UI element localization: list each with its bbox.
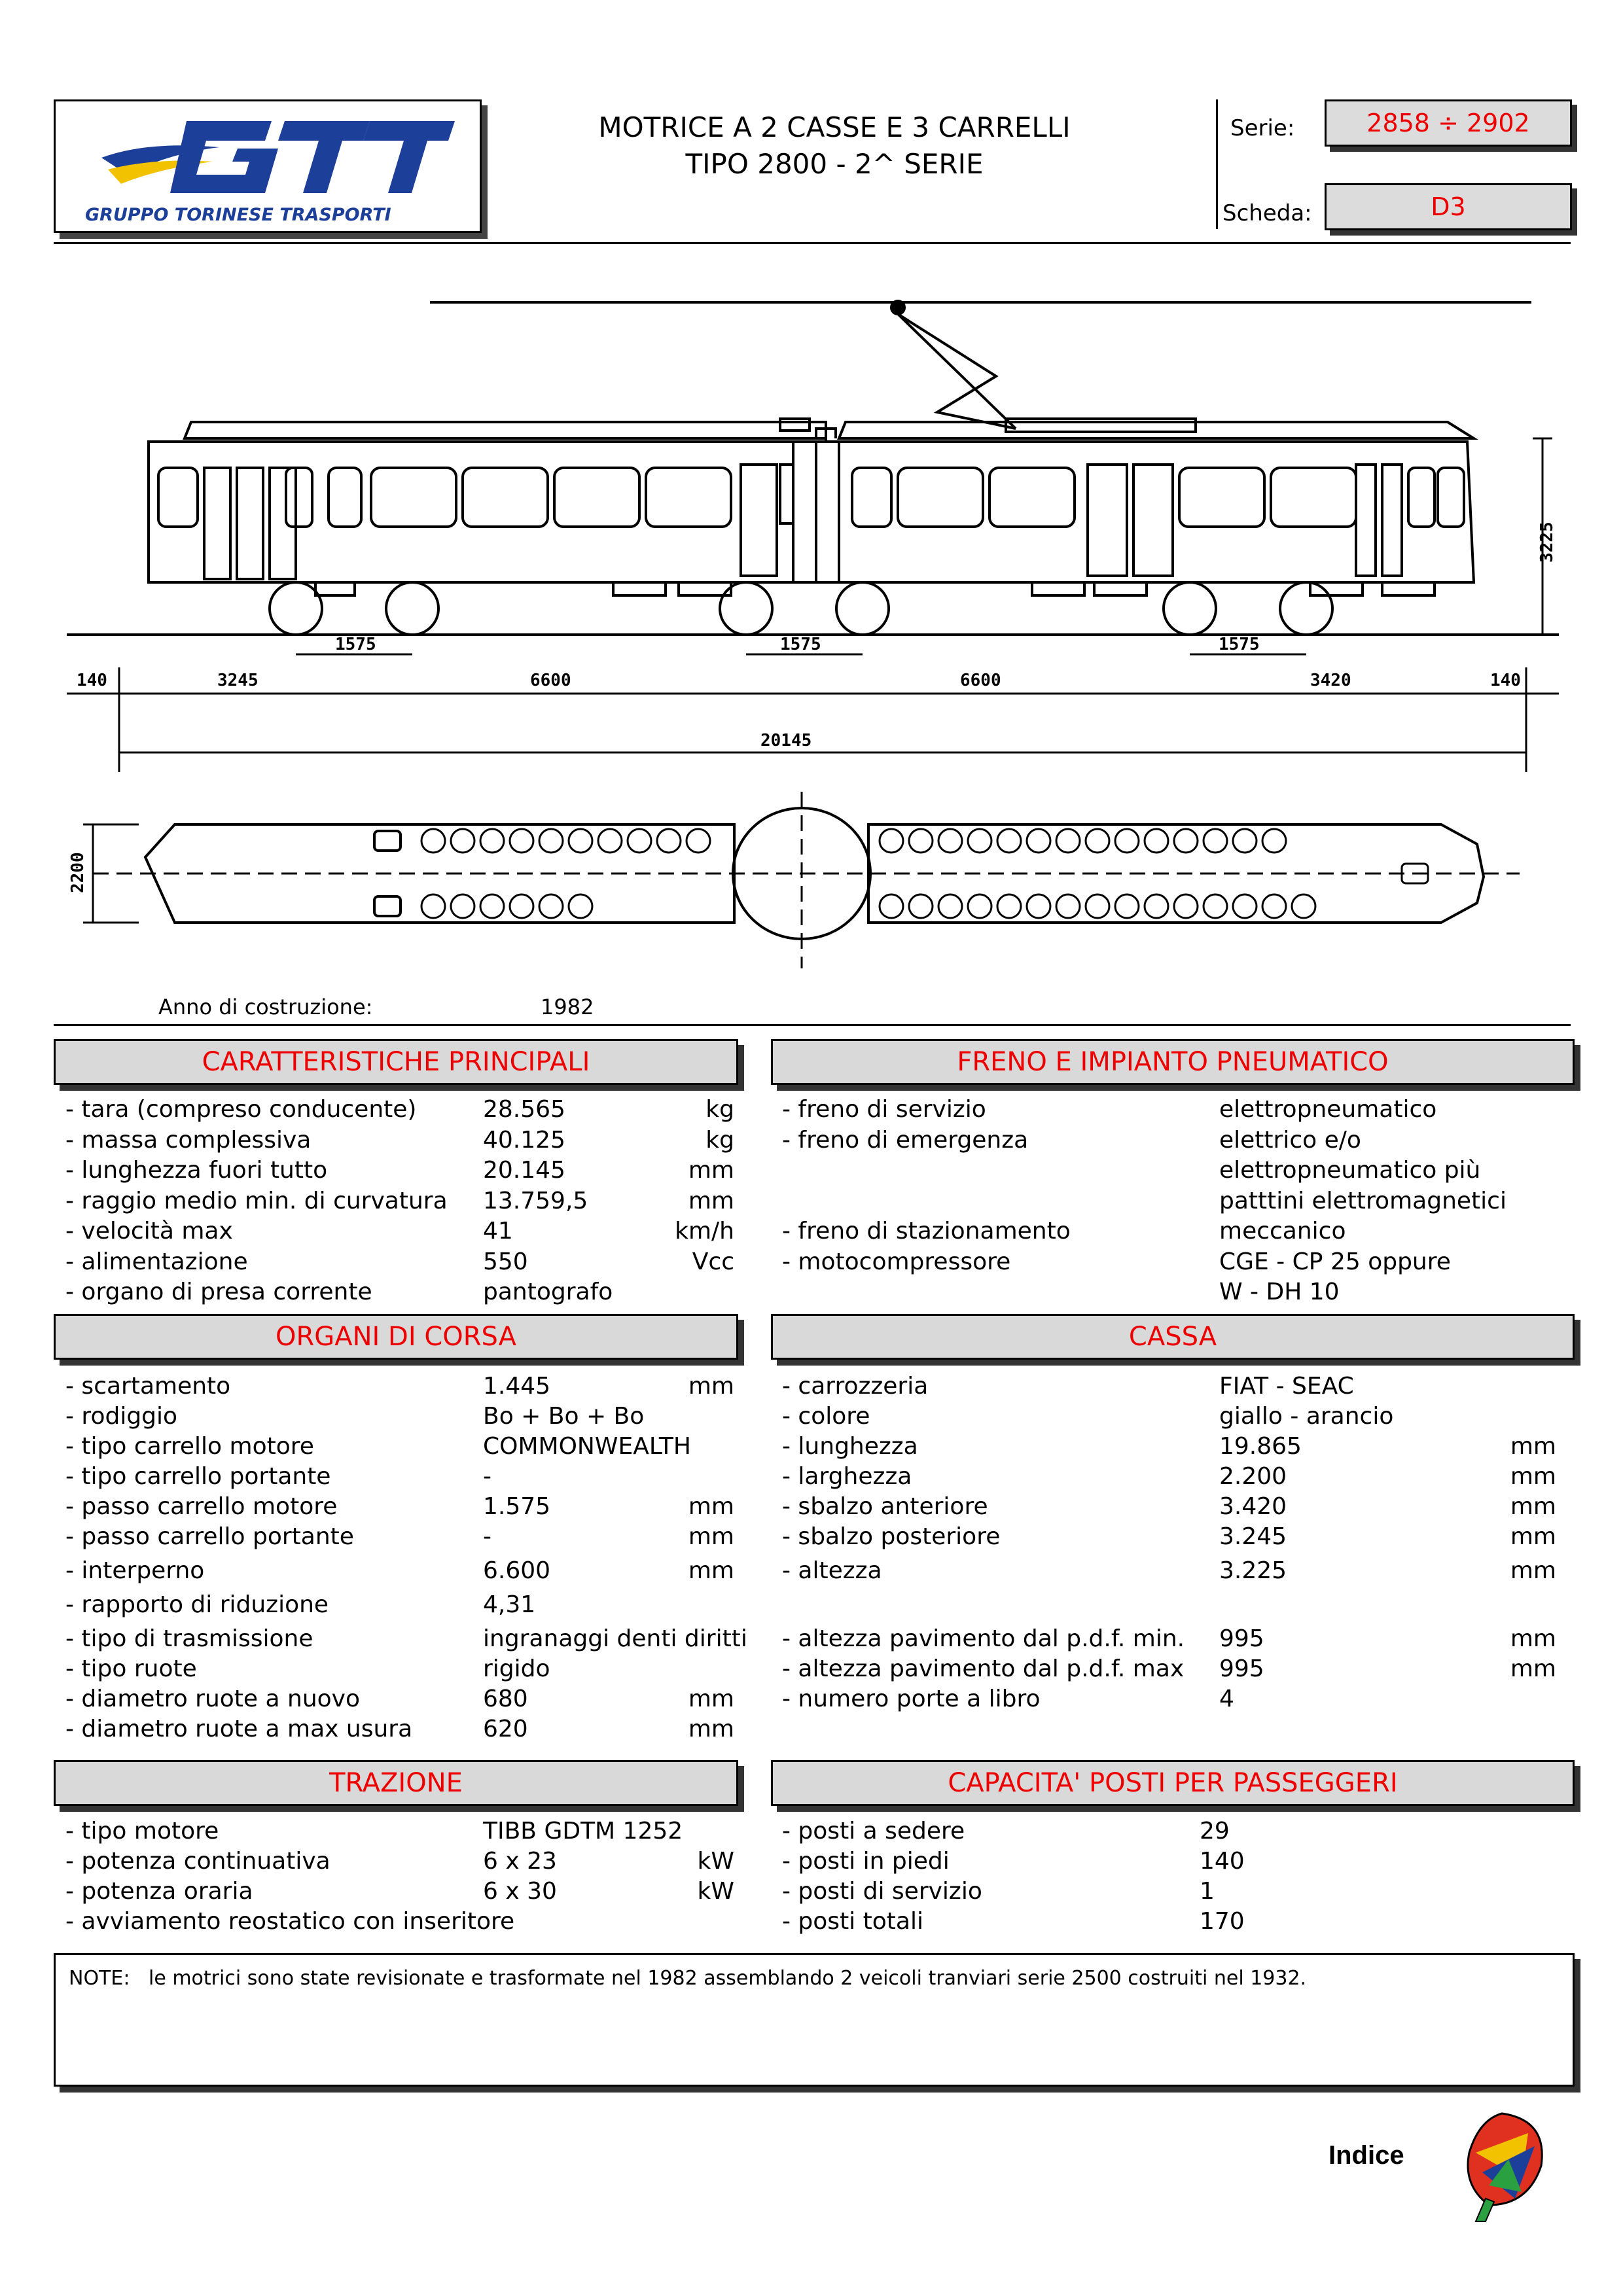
organi-row-key: - tipo ruote xyxy=(65,1655,197,1682)
capacita-row-value: 140 xyxy=(1200,1848,1245,1875)
title-line-1: MOTRICE A 2 CASSE E 3 CARRELLI xyxy=(598,111,1071,143)
cassa-row-unit: mm xyxy=(1510,1523,1556,1550)
caratteristiche-row-unit: mm xyxy=(688,1157,734,1184)
serie-value: 2858 ÷ 2902 xyxy=(1325,99,1572,147)
organi-row-value: - xyxy=(483,1523,491,1550)
scheda-label: Scheda: xyxy=(1222,200,1312,226)
trazione-row-value: TIBB GDTM 1252 xyxy=(483,1818,683,1845)
section-capacita-header: CAPACITA' POSTI PER PASSEGGERI xyxy=(771,1760,1575,1806)
organi-row-key: - passo carrello motore xyxy=(65,1493,338,1520)
cassa-row-value: 3.245 xyxy=(1219,1523,1287,1550)
cassa-row-value: 4 xyxy=(1219,1686,1234,1712)
cassa-row-unit: mm xyxy=(1510,1433,1556,1460)
capacita-row-key: - posti totali xyxy=(782,1908,923,1935)
note-text: le motrici sono state revisionate e trasformate nel 1982 assemblando 2 veicoli tranviari serie 2500 costruiti nel 1932. xyxy=(149,1967,1307,1990)
cassa-row-key: - altezza xyxy=(782,1557,882,1584)
cassa-row-value: FIAT - SEAC xyxy=(1219,1373,1354,1400)
cassa-row-unit: mm xyxy=(1510,1493,1556,1520)
caratteristiche-row-unit: mm xyxy=(688,1187,734,1214)
organi-row-key: - rapporto di riduzione xyxy=(65,1591,329,1618)
caratteristiche-row-key: - tara (compreso conducente) xyxy=(65,1096,417,1123)
organi-row-key: - scartamento xyxy=(65,1373,231,1400)
organi-row-key: - rodiggio xyxy=(65,1403,178,1430)
trazione-row-unit: kW xyxy=(697,1848,734,1875)
section-cassa-header: CASSA xyxy=(771,1314,1575,1360)
freno-row-value: elettropneumatico più xyxy=(1219,1157,1481,1184)
cassa-row-key: - carrozzeria xyxy=(782,1373,929,1400)
gtt-logo xyxy=(54,99,482,233)
cassa-row-value: giallo - arancio xyxy=(1219,1403,1394,1430)
caratteristiche-row-key: - raggio medio min. di curvatura xyxy=(65,1187,448,1214)
organi-row-value: 1.575 xyxy=(483,1493,551,1520)
organi-row-unit: mm xyxy=(688,1686,734,1712)
logo-subtitle: GRUPPO TORINESE TRASPORTI xyxy=(85,205,391,225)
section-organi-header: ORGANI DI CORSA xyxy=(54,1314,738,1360)
dim-interaxle-1: 6600 xyxy=(530,671,571,690)
freno-row-key: - motocompressore xyxy=(782,1248,1011,1275)
organi-row-value: 1.445 xyxy=(483,1373,551,1400)
title-line-2: TIPO 2800 - 2^ SERIE xyxy=(685,148,984,180)
cassa-row-unit: mm xyxy=(1510,1625,1556,1652)
trazione-row-value: 6 x 30 xyxy=(483,1878,557,1905)
freno-row-key: - freno di stazionamento xyxy=(782,1218,1071,1245)
organi-row-unit: mm xyxy=(688,1716,734,1742)
caratteristiche-row-key: - massa complessiva xyxy=(65,1126,312,1154)
organi-row-key: - passo carrello portante xyxy=(65,1523,354,1550)
cassa-row-key: - altezza pavimento dal p.d.f. max xyxy=(782,1655,1185,1682)
freno-row-key: - freno di servizio xyxy=(782,1096,986,1123)
year-rule xyxy=(54,1024,1571,1026)
trazione-row-value: 6 x 23 xyxy=(483,1848,557,1875)
caratteristiche-row-key: - organo di presa corrente xyxy=(65,1279,372,1305)
tram-drawing xyxy=(54,275,1571,981)
header-rule xyxy=(54,242,1571,244)
capacita-row-key: - posti a sedere xyxy=(782,1818,965,1845)
caratteristiche-row-key: - velocità max xyxy=(65,1218,233,1245)
organi-row-key: - tipo di trasmissione xyxy=(65,1625,313,1652)
freno-row-value: elettropneumatico xyxy=(1219,1096,1437,1123)
organi-row-value: 6.600 xyxy=(483,1557,551,1584)
organi-row-unit: mm xyxy=(688,1373,734,1400)
cassa-row-key: - numero porte a libro xyxy=(782,1686,1041,1712)
caratteristiche-row-value: 28.565 xyxy=(483,1096,565,1123)
caratteristiche-row-value: 41 xyxy=(483,1218,513,1245)
caratteristiche-row-value: 13.759,5 xyxy=(483,1187,588,1214)
organi-row-value: - xyxy=(483,1463,491,1490)
cassa-row-key: - larghezza xyxy=(782,1463,912,1490)
organi-row-unit: mm xyxy=(688,1557,734,1584)
capacita-row-key: - posti di servizio xyxy=(782,1878,982,1905)
dim-height: 3225 xyxy=(1537,521,1557,563)
caratteristiche-row-unit: kg xyxy=(705,1096,734,1123)
organi-row-value: COMMONWEALTH xyxy=(483,1433,691,1460)
freno-row-value: elettrico e/o xyxy=(1219,1126,1361,1154)
anno-value: 1982 xyxy=(541,995,594,1019)
cassa-row-unit: mm xyxy=(1510,1655,1556,1682)
note-label: NOTE: xyxy=(69,1967,130,1990)
capacita-row-key: - posti in piedi xyxy=(782,1848,950,1875)
organi-row-value: 680 xyxy=(483,1686,528,1712)
freno-row-value: patttini elettromagnetici xyxy=(1219,1187,1507,1214)
dim-width: 2200 xyxy=(68,852,88,893)
section-freno-header: FRENO E IMPIANTO PNEUMATICO xyxy=(771,1039,1575,1085)
indice-link[interactable]: Indice xyxy=(1329,2141,1404,2170)
dim-overhang-left: 140 xyxy=(77,671,107,690)
caratteristiche-row-value: 20.145 xyxy=(483,1157,565,1184)
note-box xyxy=(54,1953,1575,2087)
cassa-row-value: 995 xyxy=(1219,1625,1264,1652)
trazione-row-key: - potenza continuativa xyxy=(65,1848,330,1875)
organi-row-key: - diametro ruote a max usura xyxy=(65,1716,413,1742)
organi-row-key: - tipo carrello portante xyxy=(65,1463,331,1490)
cassa-row-value: 2.200 xyxy=(1219,1463,1287,1490)
caratteristiche-row-unit: Vcc xyxy=(692,1248,734,1275)
cassa-row-key: - sbalzo anteriore xyxy=(782,1493,988,1520)
section-trazione-header: TRAZIONE xyxy=(54,1760,738,1806)
serie-label: Serie: xyxy=(1230,115,1295,141)
caratteristiche-row-key: - lunghezza fuori tutto xyxy=(65,1157,328,1184)
dim-rear-overhang: 3420 xyxy=(1310,671,1351,690)
organi-row-value: rigido xyxy=(483,1655,550,1682)
dim-wheelbase-2: 1575 xyxy=(780,635,821,654)
caratteristiche-row-key: - alimentazione xyxy=(65,1248,248,1275)
dim-front-overhang: 3245 xyxy=(217,671,259,690)
organi-row-value: 4,31 xyxy=(483,1591,536,1618)
section-caratteristiche-header: CARATTERISTICHE PRINCIPALI xyxy=(54,1039,738,1085)
cassa-row-key: - colore xyxy=(782,1403,870,1430)
indice-icon[interactable] xyxy=(1450,2107,1554,2225)
organi-row-key: - tipo carrello motore xyxy=(65,1433,314,1460)
organi-row-value: ingranaggi denti diritti xyxy=(483,1625,747,1652)
freno-row-value: CGE - CP 25 oppure xyxy=(1219,1248,1451,1275)
cassa-row-value: 3.225 xyxy=(1219,1557,1287,1584)
cassa-row-value: 3.420 xyxy=(1219,1493,1287,1520)
caratteristiche-row-value: pantografo xyxy=(483,1279,613,1305)
cassa-row-unit: mm xyxy=(1510,1463,1556,1490)
freno-row-value: meccanico xyxy=(1219,1218,1346,1245)
trazione-row-key: - avviamento reostatico con inseritore xyxy=(65,1908,515,1935)
gtt-logo-mark xyxy=(56,101,480,231)
freno-row-key: - freno di emergenza xyxy=(782,1126,1029,1154)
cassa-row-value: 19.865 xyxy=(1219,1433,1302,1460)
organi-row-unit: mm xyxy=(688,1523,734,1550)
capacita-row-value: 29 xyxy=(1200,1818,1230,1845)
roof-right xyxy=(839,422,1474,438)
trazione-row-key: - potenza oraria xyxy=(65,1878,253,1905)
roof-left xyxy=(185,422,826,438)
trazione-row-key: - tipo motore xyxy=(65,1818,219,1845)
dim-overhang-right: 140 xyxy=(1490,671,1521,690)
anno-label: Anno di costruzione: xyxy=(158,995,373,1019)
cassa-row-key: - sbalzo posteriore xyxy=(782,1523,1001,1550)
cassa-row-unit: mm xyxy=(1510,1557,1556,1584)
dim-interaxle-2: 6600 xyxy=(960,671,1001,690)
dim-wheelbase-3: 1575 xyxy=(1219,635,1260,654)
cassa-row-value: 995 xyxy=(1219,1655,1264,1682)
header-divider xyxy=(1216,99,1218,229)
organi-row-key: - interperno xyxy=(65,1557,205,1584)
freno-row-value: W - DH 10 xyxy=(1219,1279,1340,1305)
cassa-row-key: - altezza pavimento dal p.d.f. min. xyxy=(782,1625,1185,1652)
scheda-value: D3 xyxy=(1325,183,1572,230)
organi-row-value: 620 xyxy=(483,1716,528,1742)
caratteristiche-row-value: 550 xyxy=(483,1248,528,1275)
capacita-row-value: 1 xyxy=(1200,1878,1215,1905)
caratteristiche-row-unit: kg xyxy=(705,1126,734,1154)
organi-row-value: Bo + Bo + Bo xyxy=(483,1403,645,1430)
dim-total-length: 20145 xyxy=(760,731,812,751)
trazione-row-unit: kW xyxy=(697,1878,734,1905)
dim-wheelbase-1: 1575 xyxy=(335,635,376,654)
capacita-row-value: 170 xyxy=(1200,1908,1245,1935)
caratteristiche-row-value: 40.125 xyxy=(483,1126,565,1154)
caratteristiche-row-unit: km/h xyxy=(675,1218,734,1245)
cassa-row-key: - lunghezza xyxy=(782,1433,918,1460)
organi-row-unit: mm xyxy=(688,1493,734,1520)
organi-row-key: - diametro ruote a nuovo xyxy=(65,1686,360,1712)
